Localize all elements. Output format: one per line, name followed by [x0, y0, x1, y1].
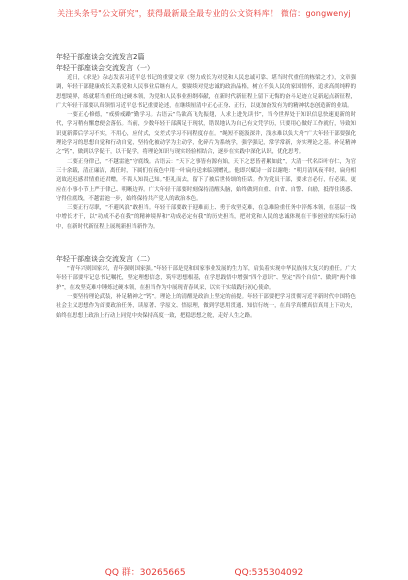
section-heading: 年轻干部座谈会交流发言（一）: [56, 64, 154, 72]
paragraph: 三要正行尽职，“不避风浪”敢担当。年轻干部要敢于迎难而上、勇于攻坚克难，在急难险重任务中淬炼本领，在基层一线中增长才干，以“功成不必在我”的精神境界和“功成必定有我”的历史担当，把对党和人民的忠诚体现在干事创业的实际行动中，在新时代新征程上展现新担当新作为。: [56, 205, 356, 230]
document-title: 年轻干部座谈会交流发言2篇: [56, 53, 145, 61]
section-heading: 年轻干部座谈会交流发言（二）: [56, 255, 154, 264]
footer-contact-banner: [0, 565, 408, 578]
paragraph: 一要正心修德，“戒骄戒躁”勤学习。古语云“鸟欲高飞先振翅，人求上进先读书”，当今世界处于知识信息快速更新的时代，学习稍有懈怠便会落伍。当前，少数年轻干部满足于现状，错误地认为自己有文凭学历，只要用心做好工作就行，导致知识更新滞后学习不实，不用心，应付式，交差式学习不同程度存在。“绳短不能汲深井，浅水难以负大舟”广大年轻干部要强化理论学习的思想自觉和行动自觉，坚持化被动学为主动学，化碎片为系统学，强学强记，常学常新，夯实理论之基。补足精神之“钙”，做到以学促干，以干促学，将理论知识与现实经验相结合，逐步在实践中深化认识，优化思考。: [56, 112, 356, 156]
header-promo-banner: 关注头条号"公文研究"，获得最新最全最专业的公文资料库！ 微信：gongwenyj: [57, 9, 351, 18]
paragraph: 二要正身律己，“不越雷池”守底线。古语云：“天下之事皆有源有始，天下之恶皆者累如此”，大清一代名臣叶存仁，为官三十余载，清正廉洁，离任时，下属们在夜色中用一叶扁舟送来临别赠礼。他即兴赋诗一首以谢绝：“明月清风夜半时，扁舟相送故迟迟感君情重还君赠，不畏人知畏己知。”拒礼而去，留下了被后世传颂的佳话。作为党员干部，要求言必行，行必果，更应在小事小节上严于律己、明晰边界。广大年轻干部要时刻保持清醒头脑，始终做到自重、自省、自警、自励，抵得住诱惑、守得住底线，不越雷池一步，始终保持共产党人的政治本色。: [56, 158, 356, 202]
qq-number: QQ:535304092: [234, 568, 304, 578]
paragraph: “青年兴则国家兴，青年强则国家强。”年轻干部是党和国家事业发展的生力军，肩负着实现中华民族伟大复兴的重任。广大年轻干部要牢记总书记嘱托，坚定理想信念，筑牢思想根基，在学思践悟中增强“四个意识”、坚定“四个自信”、做到“两个维护”，在攻坚克难中锤炼过硬本领，在担当作为中展现青春风采，以实干实绩践行初心使命。: [56, 266, 356, 291]
paragraph: 近日，《求是》杂志发表习近平总书记的重要文章《努力成长为对党和人民忠诚可靠、堪当时代重任的栋梁之才》，文章强调，年轻干部健康成长关系党和人民事业后继有人，要赓续对党忠诚的政治品格，树立不负人民的家国情怀，追求高尚纯粹的思想境界，练就堪当重任的过硬本领，为党和人民事业担纲奉献，在新时代新征程上留下无悔的奋斗足迹立足新起点新征程，广大年轻干部要认真领悟习近平总书记重要论述，在继续厘清中正心正身、正行，以更加奋发有为的精神状态创造新的业绩。: [56, 75, 356, 109]
paragraph: 一要坚持理论武装，补足精神之“钙”。理论上的清醒是政治上坚定的前提。年轻干部要把学习贯彻习近平新时代中国特色社会主义思想作为首要政治任务，读原著、学原文、悟原理，做到学思用贯通、知信行统一，在真学真懂真信真用上下功夫，始终在思想上政治上行动上同党中央保持高度一致，把稳思想之舵，走好人生之路。: [56, 293, 356, 319]
document-body: [56, 52, 356, 321]
qq-group-number: QQ 群：30265665: [104, 568, 186, 578]
